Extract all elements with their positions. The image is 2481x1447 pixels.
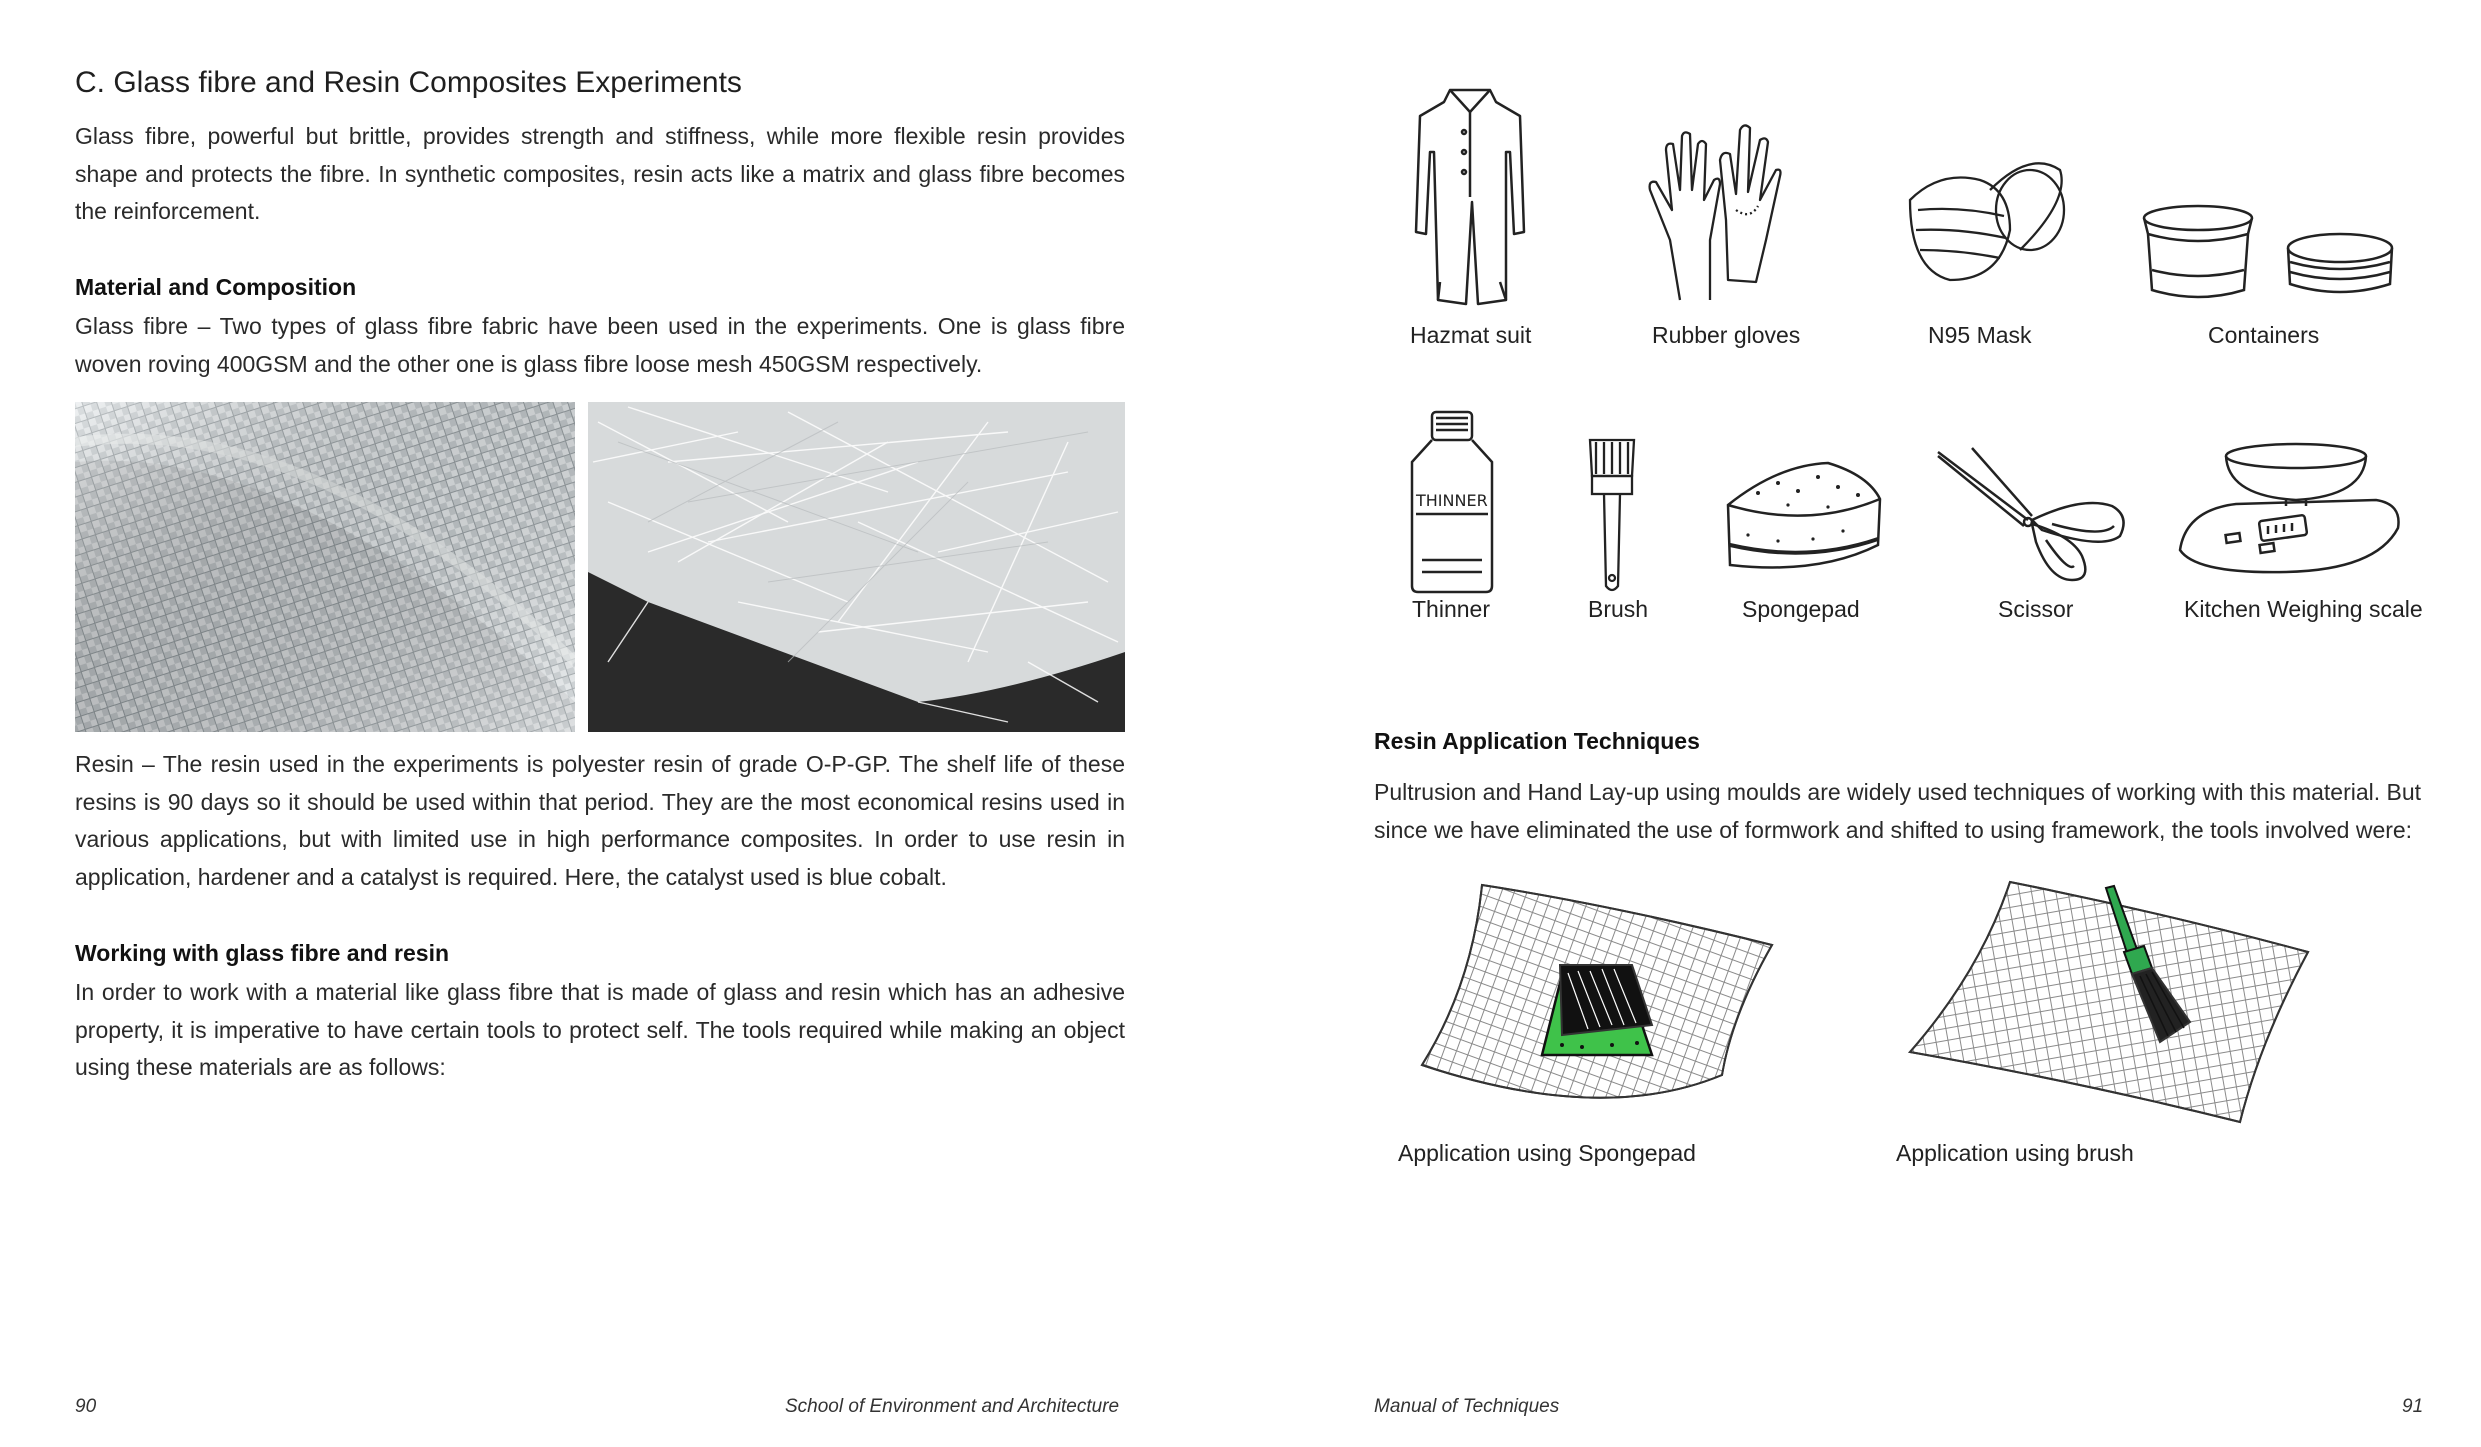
working-paragraph: In order to work with a material like glass fibre that is made of glass and resin which has an adhesive property, it is imperative to have certain tools to protect self. The tools required while making an object using these materials are as follows:: [75, 979, 1125, 1080]
glass-fibre-paragraph: Glass fibre – Two types of glass fibre fabric have been used in the experiments. One is glass fibre woven roving 400GSM and the other one is glass fibre loose mesh 450GSM respectively.: [75, 313, 1125, 377]
tool-label-brush: Brush: [1588, 596, 1649, 622]
app-label-brush: Application using brush: [1896, 1140, 2134, 1166]
tool-label-hazmat-suit: Hazmat suit: [1410, 322, 1532, 348]
tool-label-n95-mask: N95 Mask: [1928, 322, 2032, 348]
spongepad-icon: [1718, 455, 1888, 585]
section-heading: C. Glass fibre and Resin Composites Experiments: [75, 66, 742, 99]
material-heading: Material and Composition: [75, 274, 357, 300]
spongepad-application-sketch: [1412, 875, 1832, 1140]
right-page: [1240, 0, 2481, 1447]
thinner-bottle-icon: [1402, 410, 1502, 595]
app-label-spongepad: Application using Spongepad: [1398, 1140, 1696, 1166]
working-heading: Working with glass fibre and resin: [75, 940, 450, 966]
tool-label-spongepad: Spongepad: [1742, 596, 1860, 622]
resin-paragraph: Resin – The resin used in the experiments is polyester resin of grade O-P-GP. The shelf life of these resins is 90 days so it should be used within that period. They are the most economical resins used in various applications, but with limited use in high performance composites. In order to use resin in application, hardener and a catalyst is required. Here, the catalyst used is blue cobalt.: [75, 751, 1125, 890]
containers-icon: [2140, 200, 2400, 310]
kitchen-scale-icon: [2176, 440, 2406, 580]
hazmat-suit-icon: [1410, 82, 1530, 312]
footer-school-title: School of Environment and Architecture: [785, 1396, 1120, 1417]
brush-icon: [1582, 436, 1642, 596]
tool-label-kitchen-weighing-scale: Kitchen Weighing scale: [2184, 596, 2423, 622]
resin-application-heading: Resin Application Techniques: [1374, 728, 1700, 754]
rubber-gloves-icon: [1640, 110, 1790, 310]
scissor-icon: [1932, 446, 2132, 586]
woven-roving-photo: [75, 402, 575, 732]
tool-label-thinner: Thinner: [1412, 596, 1490, 622]
brush-application-sketch: [1900, 872, 2320, 1137]
resin-application-paragraph: Pultrusion and Hand Lay-up using moulds are widely used techniques of working with this material. But since we have eliminated the use of formwork and shifted to using framework, the tools involved were:: [1374, 779, 2422, 843]
thinner-bottle-text: THINNER: [1416, 491, 1488, 510]
loose-mesh-photo: [588, 402, 1125, 732]
tool-label-containers: Containers: [2208, 322, 2320, 348]
left-page: [0, 0, 1240, 1447]
page-number-left: 90: [75, 1396, 97, 1417]
n95-mask-icon: [1900, 150, 2070, 290]
tool-label-scissor: Scissor: [1998, 596, 2074, 622]
page-number-right: 91: [2402, 1396, 2424, 1417]
tool-label-rubber-gloves: Rubber gloves: [1652, 322, 1801, 348]
footer-manual-title: Manual of Techniques: [1374, 1396, 1560, 1417]
intro-paragraph: Glass fibre, powerful but brittle, provides strength and stiffness, while more flexible resin provides shape and protects the fibre. In synthetic composites, resin acts like a matrix and glass fibre becomes the reinforcement.: [75, 123, 1125, 224]
